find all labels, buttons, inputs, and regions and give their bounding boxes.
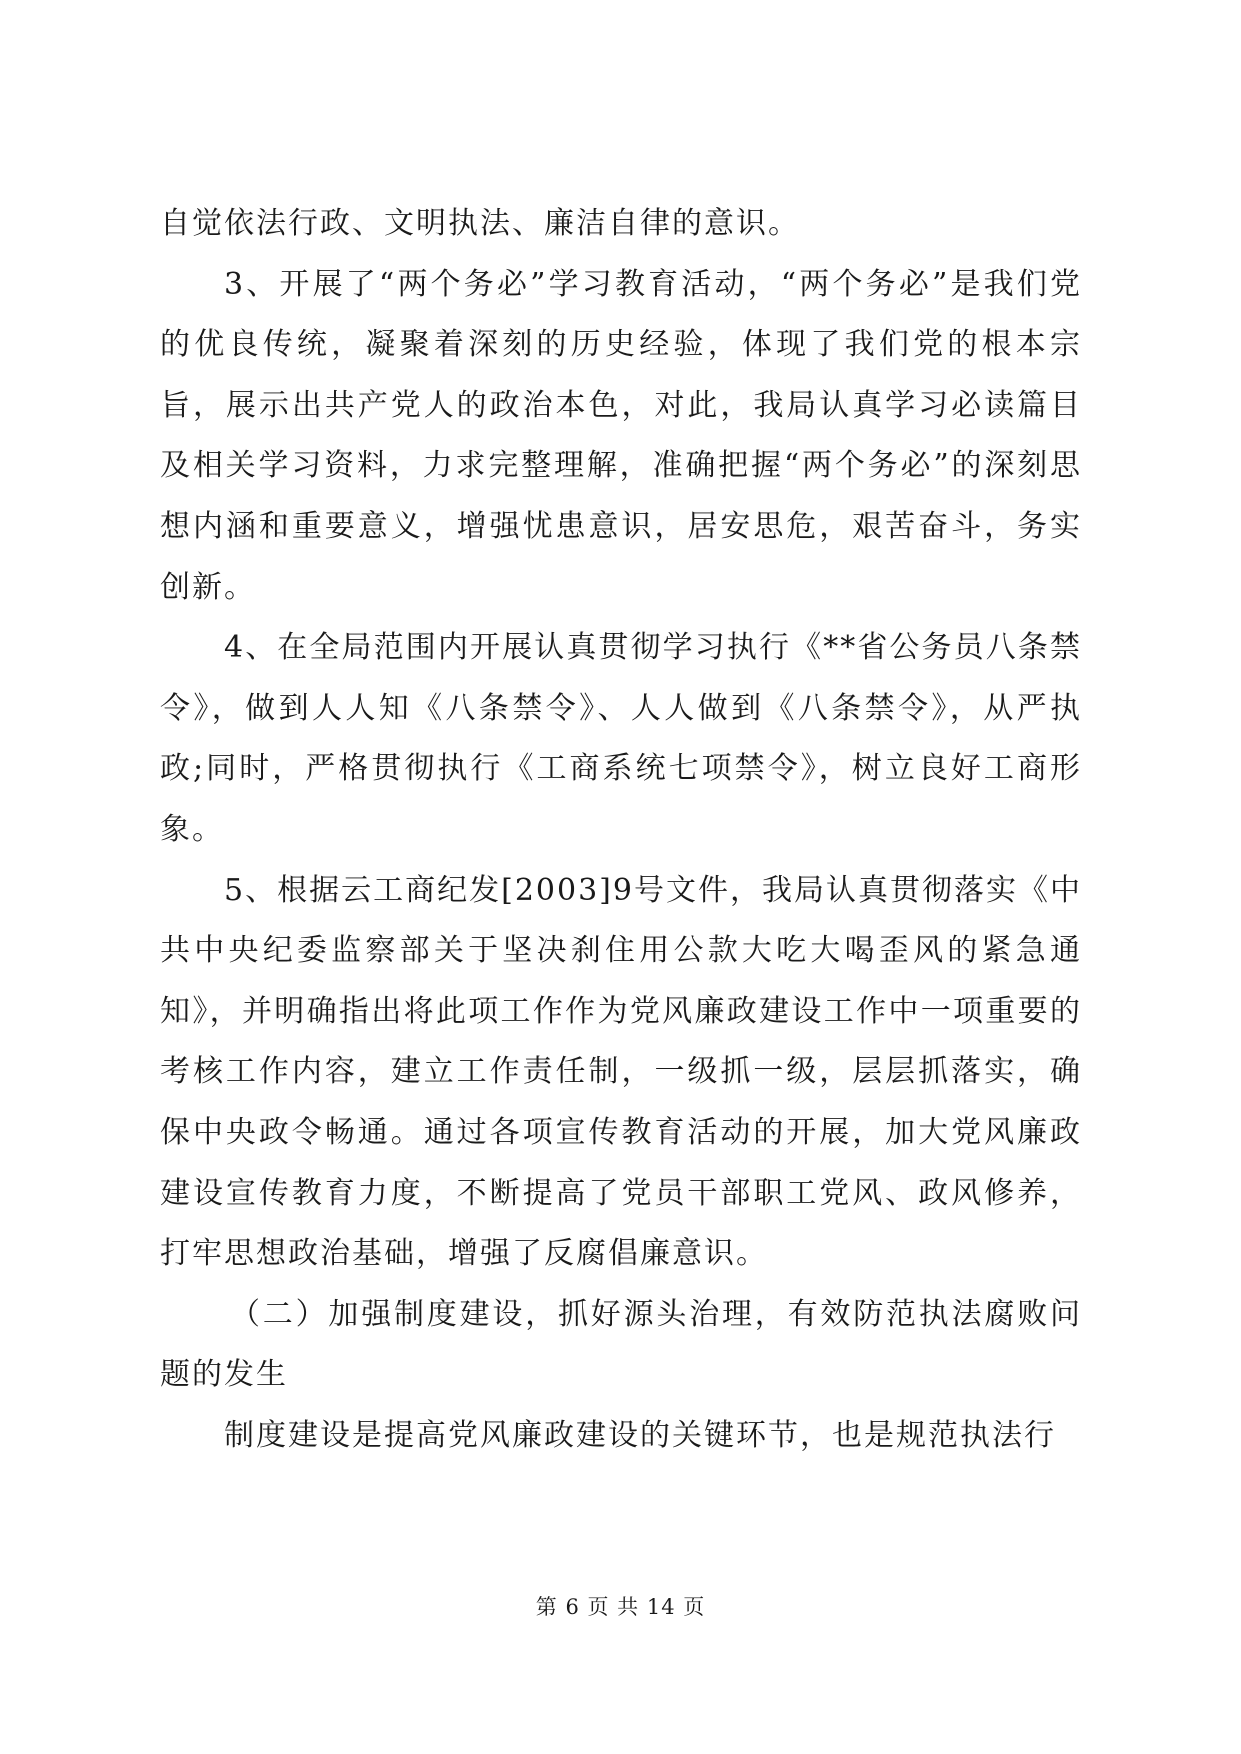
document-body — [160, 194, 1082, 1466]
section-heading-2: （二）加强制度建设，抓好源头治理，有效防范执法腐败问题的发生 — [160, 1296, 1082, 1393]
paragraph-system-building: 制度建设是提高党风廉政建设的关键环节，也是规范执法行 — [224, 1417, 1056, 1453]
paragraph-continuation: 自觉依法行政、文明执法、廉洁自律的意识。 — [160, 206, 800, 241]
paragraph-item-5: 5、根据云工商纪发[2003]9号文件，我局认真贯彻落实《中共中央纪委监察部关于坚决刹住用公款大吃大喝歪风的紧急通知》，并明确指出将此项工作作为党风廉政建设工作中一项重要的考核工作内容，建立工作责任制，一级抓一级，层层抓落实，确保中央政令畅通。通过各项宣传教育活动的开展，加大党风廉政建设宣传教育力度，不断提高了党员干部职工党风、政风修养，打牢思想政治基础，增强了反腐倡廉意识。 — [160, 872, 1082, 1272]
page-number-footer: 第 6 页 共 14 页 — [535, 1595, 706, 1619]
paragraph-item-4: 4、在全局范围内开展认真贯彻学习执行《**省公务员八条禁令》，做到人人知《八条禁令》、人人做到《八条禁令》，从严执政;同时，严格贯彻执行《工商系统七项禁令》，树立良好工商形象。 — [160, 630, 1082, 847]
paragraph-item-3: 3、开展了“两个务必”学习教育活动，“两个务必”是我们党的优良传统，凝聚着深刻的历史经验，体现了我们党的根本宗旨，展示出共产党人的政治本色，对此，我局认真学习必读篇目及相关学习资料，力求完整理解，准确把握“两个务必”的深刻思想内涵和重要意义，增强忧患意识，居安思危，艰苦奋斗，务实创新。 — [160, 266, 1082, 605]
